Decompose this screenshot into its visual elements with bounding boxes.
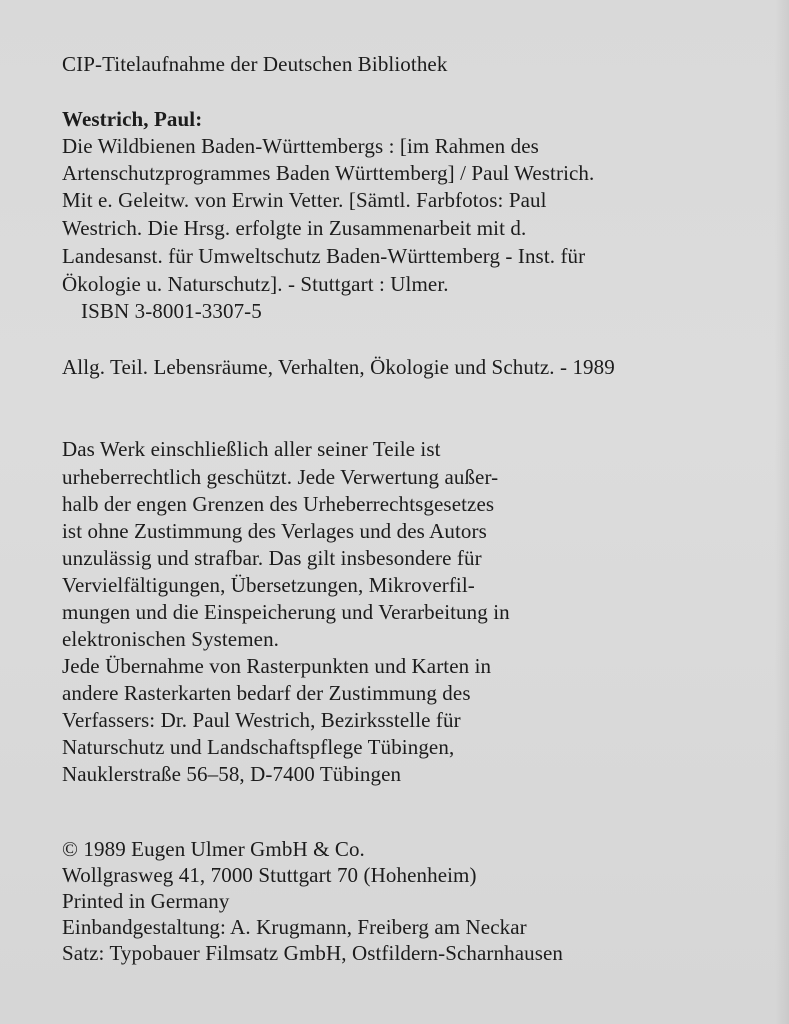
rights-line: Naturschutz und Landschaftspflege Tübingen, [62, 735, 455, 759]
cip-entry-line: Westrich. Die Hrsg. erfolgte in Zusammenarbeit mit d. [62, 216, 527, 240]
rights-line: andere Rasterkarten bedarf der Zustimmung des [62, 681, 471, 705]
rights-line: Vervielfältigungen, Übersetzungen, Mikroverfil- [62, 573, 475, 597]
imprint-line: © 1989 Eugen Ulmer GmbH & Co. [62, 837, 365, 861]
imprint-line: Einbandgestaltung: A. Krugmann, Freiberg am Neckar [62, 915, 527, 939]
rights-line: Das Werk einschließlich aller seiner Teile ist [62, 437, 441, 461]
cip-entry-line: Mit e. Geleitw. von Erwin Vetter. [Sämtl. Farbfotos: Paul [62, 188, 547, 212]
cip-author: Westrich, Paul: [62, 107, 203, 131]
page-edge-shadow [775, 0, 789, 1024]
rights-line: mungen und die Einspeicherung und Verarbeitung in [62, 600, 510, 624]
rights-line: unzulässig und strafbar. Das gilt insbesondere für [62, 546, 482, 570]
imprint-line: Satz: Typobauer Filmsatz GmbH, Ostfildern-Scharnhausen [62, 941, 564, 965]
volume-line: Allg. Teil. Lebensräume, Verhalten, Ökologie und Schutz. - 1989 [62, 355, 615, 379]
cip-entry-line: Die Wildbienen Baden-Württembergs : [im Rahmen des [62, 134, 539, 158]
rights-line: ist ohne Zustimmung des Verlages und des Autors [62, 519, 487, 543]
cip-entry-line: Artenschutzprogrammes Baden Württemberg] / Paul Westrich. [62, 161, 595, 185]
rights-line: halb der engen Grenzen des Urheberrechtsgesetzes [62, 492, 495, 516]
rights-line: Nauklerstraße 56–58, D-7400 Tübingen [62, 762, 402, 786]
cip-entry-line: Landesanst. für Umweltschutz Baden-Württemberg - Inst. für [62, 244, 586, 268]
imprint-line: Printed in Germany [62, 889, 230, 913]
isbn: ISBN 3-8001-3307-5 [81, 299, 262, 323]
rights-line: elektronischen Systemen. [62, 627, 280, 651]
cip-heading: CIP-Titelaufnahme der Deutschen Bibliothek [62, 52, 448, 76]
rights-line: urheberrechtlich geschützt. Jede Verwertung außer- [62, 465, 499, 489]
cip-entry-line: Ökologie u. Naturschutz]. - Stuttgart : Ulmer. [62, 272, 449, 296]
rights-line: Jede Übernahme von Rasterpunkten und Karten in [62, 654, 492, 678]
rights-line: Verfassers: Dr. Paul Westrich, Bezirksstelle für [62, 708, 461, 732]
imprint-line: Wollgrasweg 41, 7000 Stuttgart 70 (Hohenheim) [62, 863, 477, 887]
